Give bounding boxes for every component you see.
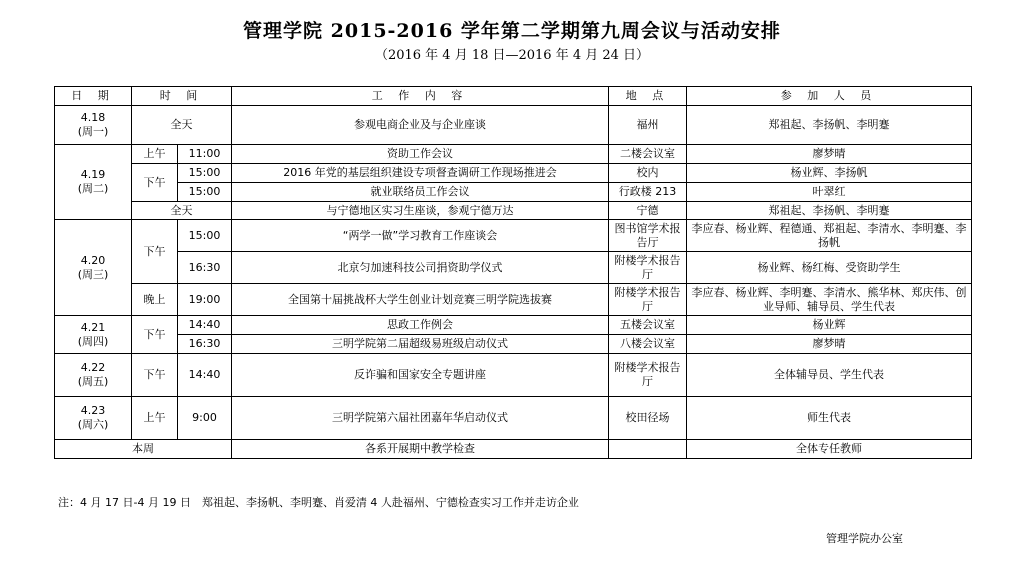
schedule-table — [54, 86, 972, 459]
date-cell — [55, 220, 132, 316]
date: 4.19 — [80, 168, 106, 181]
people-cell: 师生代表 — [687, 397, 972, 440]
people-cell: 叶翠红 — [687, 183, 972, 202]
place-cell: 行政楼 213 — [609, 183, 687, 202]
weekday: (周三) — [77, 267, 109, 281]
place-cell: 图书馆学术报告厅 — [609, 220, 687, 252]
date-cell — [55, 354, 132, 397]
place-cell: 二楼会议室 — [609, 145, 687, 164]
time-cell: 9:00 — [178, 397, 232, 440]
people-cell: 李应春、杨业辉、李明蹇、李清水、熊华林、郑庆伟、创业导师、辅导员、学生代表 — [687, 284, 972, 316]
content-cell: 三明学院第六届社团嘉年华启动仪式 — [232, 397, 609, 440]
content-cell: 思政工作例会 — [232, 316, 609, 335]
period-cell: 下午 — [132, 354, 178, 397]
date: 4.20 — [80, 253, 106, 267]
table-row — [55, 440, 972, 459]
date: 4.22 — [80, 361, 106, 374]
content-cell: 2016 年党的基层组织建设专项督查调研工作现场推进会 — [232, 164, 609, 183]
place-cell: 八楼会议室 — [609, 335, 687, 354]
people-cell: 杨业辉、李扬帆 — [687, 164, 972, 183]
people-cell: 李应春、杨业辉、程德通、郑祖起、李清水、李明蹇、李扬帆 — [687, 220, 972, 252]
issuer-signature: 管理学院办公室 — [826, 532, 903, 545]
table-row — [55, 284, 972, 316]
place-cell: 附楼学术报告厅 — [609, 284, 687, 316]
people-cell: 全体专任教师 — [687, 440, 972, 459]
content-cell: 反诈骗和国家安全专题讲座 — [232, 354, 609, 397]
content-cell: 全国第十届挑战杯大学生创业计划竞赛三明学院选拔赛 — [232, 284, 609, 316]
place-cell: 校田径场 — [609, 397, 687, 440]
people-cell: 杨业辉 — [687, 316, 972, 335]
table-row — [55, 183, 972, 202]
place-cell: 校内 — [609, 164, 687, 183]
date-range-subtitle: （2016 年 4 月 18 日—2016 年 4 月 24 日） — [374, 48, 650, 63]
time-cell: 15:00 — [178, 220, 232, 252]
table-row — [55, 164, 972, 183]
table-row — [55, 202, 972, 220]
period-cell: 全天 — [132, 202, 232, 220]
place-cell: 五楼会议室 — [609, 316, 687, 335]
header-people: 参 加 人 员 — [687, 87, 972, 106]
table-row — [55, 145, 972, 164]
place-cell: 附楼学术报告厅 — [609, 354, 687, 397]
people-cell: 杨业辉、杨红梅、受资助学生 — [687, 252, 972, 284]
weekday: (周四) — [77, 334, 109, 348]
time-cell: 19:00 — [178, 284, 232, 316]
time-cell: 14:40 — [178, 354, 232, 397]
period-cell: 晚上 — [132, 284, 178, 316]
date-cell — [55, 316, 132, 354]
table-row — [55, 354, 972, 397]
content-cell: 三明学院第二届超级易班级启动仪式 — [232, 335, 609, 354]
people-cell: 郑祖起、李扬帆、李明蹇 — [687, 106, 972, 145]
content-cell: 各系开展期中教学检查 — [232, 440, 609, 459]
place-cell — [609, 440, 687, 459]
period-cell: 本周 — [55, 440, 232, 459]
content-cell: 资助工作会议 — [232, 145, 609, 164]
people-cell: 全体辅导员、学生代表 — [687, 354, 972, 397]
footnote: 注：4 月 17 日-4 月 19 日 郑祖起、李扬帆、李明蹇、肖爱清 4 人赴福州、宁德检查实习工作并走访企业 — [58, 496, 579, 509]
place-cell: 福州 — [609, 106, 687, 145]
time-cell: 11:00 — [178, 145, 232, 164]
time-cell: 14:40 — [178, 316, 232, 335]
time-cell: 16:30 — [178, 252, 232, 284]
place-cell: 宁德 — [609, 202, 687, 220]
header-time: 时 间 — [132, 87, 232, 106]
content-cell: 与宁德地区实习生座谈，参观宁德万达 — [232, 202, 609, 220]
period-cell: 全天 — [132, 106, 232, 145]
weekday: (周一) — [77, 125, 109, 138]
content-cell: “两学一做”学习教育工作座谈会 — [232, 220, 609, 252]
table-row — [55, 397, 972, 440]
header-content: 工 作 内 容 — [232, 87, 609, 106]
table-row — [55, 220, 972, 252]
period-cell: 上午 — [132, 145, 178, 164]
people-cell: 郑祖起、李扬帆、李明蹇 — [687, 202, 972, 220]
table-row — [55, 335, 972, 354]
header-place: 地 点 — [609, 87, 687, 106]
time-cell: 15:00 — [178, 164, 232, 183]
header-date: 日 期 — [55, 87, 132, 106]
date-cell — [55, 397, 132, 440]
people-cell: 廖梦晴 — [687, 145, 972, 164]
time-cell: 16:30 — [178, 335, 232, 354]
period-cell: 下午 — [132, 164, 178, 202]
page-title: 管理学院 2015-2016 学年第二学期第九周会议与活动安排 — [243, 20, 781, 42]
content-cell: 北京匀加速科技公司捐资助学仪式 — [232, 252, 609, 284]
date-cell — [55, 145, 132, 220]
period-cell: 下午 — [132, 316, 178, 354]
date: 4.18 — [80, 111, 106, 124]
table-row — [55, 106, 972, 145]
date: 4.23 — [80, 404, 106, 417]
content-cell: 参观电商企业及与企业座谈 — [232, 106, 609, 145]
date-cell — [55, 106, 132, 145]
period-cell: 下午 — [132, 220, 178, 284]
weekday: (周六) — [77, 418, 109, 431]
place-cell: 附楼学术报告厅 — [609, 252, 687, 284]
weekday: (周二) — [77, 182, 109, 195]
weekday: (周五) — [77, 375, 109, 388]
people-cell: 廖梦晴 — [687, 335, 972, 354]
time-cell: 15:00 — [178, 183, 232, 202]
content-cell: 就业联络员工作会议 — [232, 183, 609, 202]
table-row — [55, 252, 972, 284]
table-row — [55, 316, 972, 335]
date: 4.21 — [80, 320, 106, 334]
period-cell: 上午 — [132, 397, 178, 440]
table-header-row — [55, 87, 972, 106]
